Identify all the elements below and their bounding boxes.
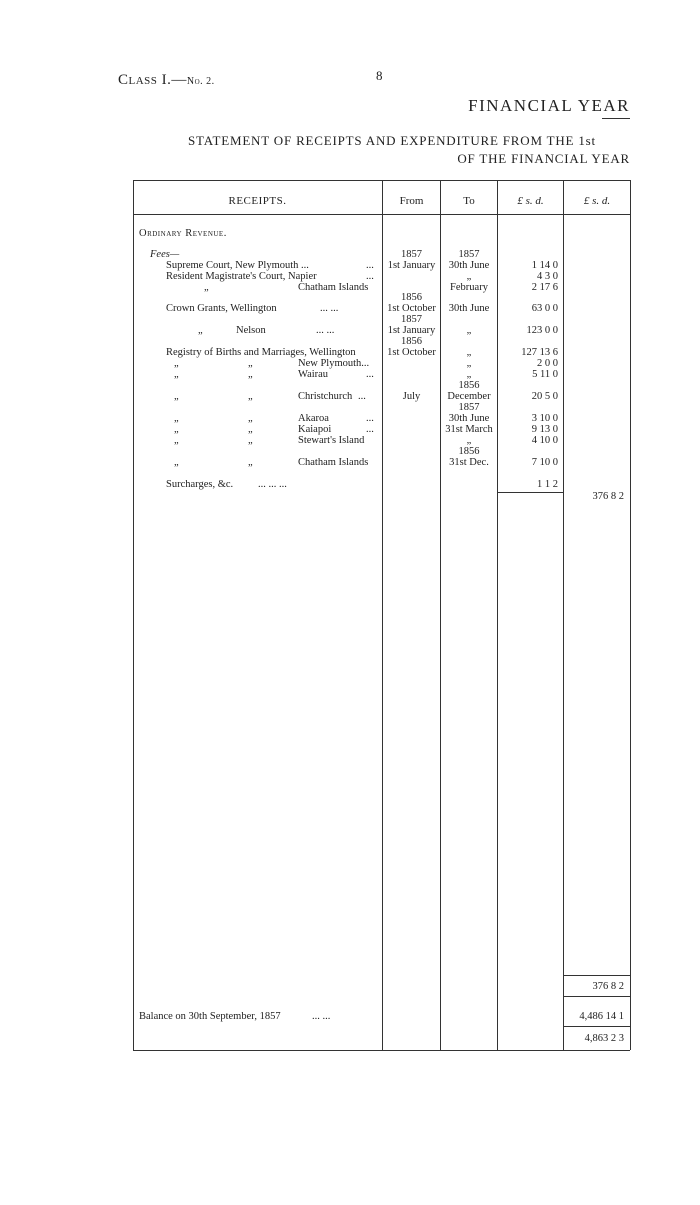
section-ordinary-revenue: Ordinary Revenue. (139, 228, 227, 239)
row-amount: 5 11 0 (532, 369, 558, 380)
row-amount: 4 3 0 (537, 271, 558, 282)
row-label: „ (174, 358, 179, 369)
class-label-text: Class I.— (118, 72, 187, 88)
row-to: „ (466, 347, 472, 358)
row-label: „ (174, 424, 179, 435)
row-dots: ... ... (320, 303, 339, 314)
total-rule-upper (564, 975, 630, 976)
table-left-border (133, 180, 134, 1050)
row-dots: ... ... ... (258, 479, 287, 490)
row-to: 31st Dec. (449, 457, 489, 468)
financial-year-title: FINANCIAL YEAR (468, 96, 630, 115)
row-dots: ... (366, 260, 374, 271)
row-amount: 127 13 6 (521, 347, 558, 358)
grand-total: 4,863 2 3 (584, 1033, 624, 1044)
row-amount: 9 13 0 (531, 424, 558, 435)
row-to-year: 1856 (458, 446, 480, 457)
row-sub: Christchurch (298, 391, 353, 402)
row-label2: „ (248, 413, 253, 424)
row-from: 1st October (387, 347, 436, 358)
row-label: „ (174, 457, 179, 468)
row-from: 1st January (387, 325, 436, 336)
col-header-to: To (463, 195, 475, 207)
row-to: „ (466, 325, 472, 336)
statement-title-line1: STATEMENT OF RECEIPTS AND EXPENDITURE FROM THE 1st (188, 133, 596, 148)
row-dots: ... ... (316, 325, 335, 336)
row-to: 30th June (448, 260, 490, 271)
row-from-year: 1856 (401, 336, 422, 347)
balance-label: Balance on 30th September, 1857 (139, 1011, 281, 1022)
row-label2: „ (248, 369, 253, 380)
row-label2: „ (248, 358, 253, 369)
row-dots: ... (366, 271, 374, 282)
balance-amount: 4,486 14 1 (579, 1011, 624, 1022)
title-rule (602, 118, 630, 119)
row-label: Surcharges, &c. (166, 479, 234, 490)
row-dots: ... (366, 369, 374, 380)
row-to: 31st March (445, 424, 493, 435)
row-label2: „ (248, 391, 253, 402)
row-amount: 1 1 2 (537, 479, 558, 490)
row-label2: „ (248, 424, 253, 435)
row-amount: 3 10 0 (531, 413, 558, 424)
row-to: February (450, 282, 488, 293)
row-to: „ (466, 369, 472, 380)
class-number: No. 2. (186, 76, 215, 87)
row-sub: Kaiapoi (298, 424, 332, 435)
row-amount: 123 0 0 (526, 325, 558, 336)
col-header-from: From (399, 195, 424, 207)
row-to-year: 1857 (458, 402, 480, 413)
row-to-year: 1857 (458, 249, 480, 260)
row-from: 1st January (387, 260, 436, 271)
row-dots: ... (358, 391, 366, 402)
row-to: „ (466, 435, 472, 446)
row-label: Registry of Births and Marriages, Wellington (166, 347, 356, 358)
table-bottom-rule (133, 1050, 630, 1051)
row-amount: 2 0 0 (537, 358, 558, 369)
row-sub: Nelson (236, 325, 266, 336)
row-label: „ (174, 413, 179, 424)
row-amount: 63 0 0 (531, 303, 558, 314)
row-amount: 20 5 0 (531, 391, 558, 402)
row-from-year: 1856 (401, 292, 422, 303)
row-to: 30th June (448, 413, 490, 424)
row-label: Resident Magistrate's Court, Napier (166, 271, 317, 282)
total-rule-middle (564, 996, 630, 997)
row-to: „ (466, 358, 472, 369)
row-label2: „ (248, 457, 253, 468)
row-label: „ (174, 369, 179, 380)
fees-total-repeat: 376 8 2 (592, 981, 624, 992)
fees-total: 376 8 2 (592, 491, 624, 502)
row-label: „ (204, 282, 209, 293)
row-sub: Chatham Islands (298, 282, 369, 293)
section-fees: Fees— (150, 249, 180, 260)
row-to: December (447, 391, 491, 402)
row-to: 30th June (448, 303, 490, 314)
class-label (118, 72, 215, 89)
row-from: 1st October (387, 303, 436, 314)
row-to-year: 1856 (458, 380, 480, 391)
subtotal-rule (498, 492, 563, 493)
row-amount: 4 10 0 (531, 435, 558, 446)
row-sub: New Plymouth... (298, 358, 370, 369)
row-sub: Stewart's Island (298, 435, 365, 446)
row-amount: 2 17 6 (531, 282, 558, 293)
balance-dots: ... ... (312, 1011, 331, 1022)
statement-title-line2: OF THE FINANCIAL YEAR (457, 151, 630, 166)
row-dots: ... (366, 424, 374, 435)
col-header-lsd2: £ s. d. (583, 195, 611, 207)
row-label: „ (198, 325, 203, 336)
row-sub: Chatham Islands (298, 457, 369, 468)
row-from-year: 1857 (401, 249, 422, 260)
row-amount: 7 10 0 (531, 457, 558, 468)
page-number: 8 (376, 68, 383, 83)
row-label: Supreme Court, New Plymouth ... (166, 260, 309, 271)
col-header-receipts: RECEIPTS. (228, 195, 287, 207)
row-label2: „ (248, 435, 253, 446)
row-amount: 1 14 0 (531, 260, 558, 271)
row-sub: Akaroa (298, 413, 329, 424)
row-label: Crown Grants, Wellington (166, 303, 277, 314)
total-rule-lower (564, 1026, 630, 1027)
row-label: „ (174, 391, 179, 402)
col-header-lsd1: £ s. d. (517, 195, 544, 207)
row-from-year: 1857 (401, 314, 422, 325)
row-label: „ (174, 435, 179, 446)
table-right-border (630, 180, 631, 1050)
row-dots: ... (366, 413, 374, 424)
col-divider-lsd2 (563, 180, 564, 1050)
row-sub: Wairau (298, 369, 329, 380)
row-to: „ (466, 271, 472, 282)
row-from: July (402, 391, 421, 402)
